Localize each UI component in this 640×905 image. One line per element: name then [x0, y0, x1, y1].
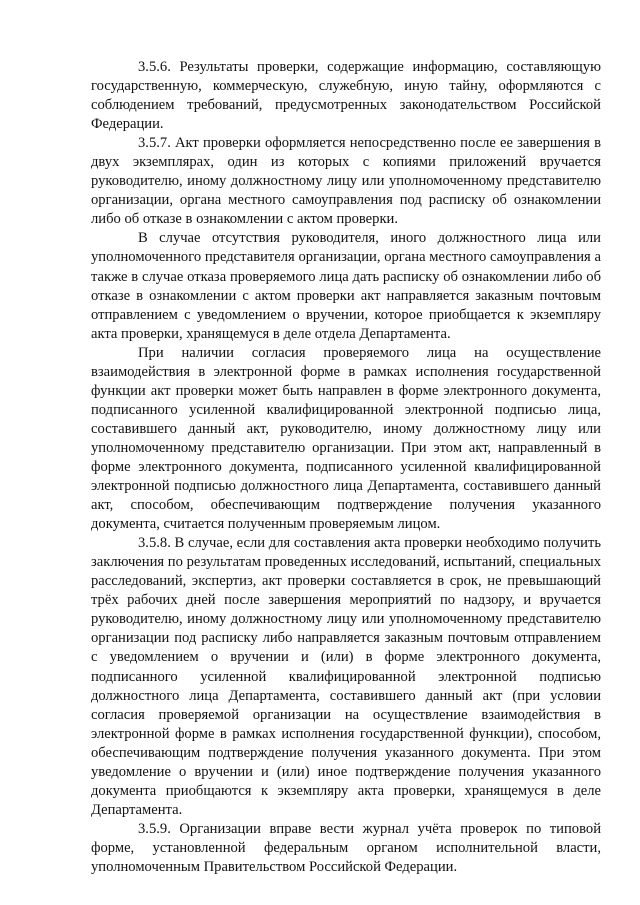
paragraph-3-5-9: 3.5.9. Организации вправе вести журнал учёта проверок по типовой форме, установленной федеральным органом исполнительной власти, уполномоченным Правительством Российской Федерации. [91, 820, 601, 875]
paragraph-3-5-8: 3.5.8. В случае, если для составления акта проверки необходимо получить заключения по результатам проведенных исследований, испытаний, специальных расследований, экспертиз, акт проверки составляется в срок, не превышающий трёх рабочих дней после завершения мероприятий по надзору, и вручается руководителю, иному должностному лицу или уполномоченному представителю организации под расписку либо направляется заказным почтовым отправлением с уведомлением о вручении и (или) в форме электронного документа, подписанного усиленной квалифицированной электронной подписью должностного лица Департамента, составившего данный акт (при условии согласия проверяемой организации на осуществление взаимодействия в электронной форме в рамках исполнения государственной функции), способом, обеспечивающим подтверждение получения указанного документа. При этом уведомление о вручении и (или) иное подтверждение получения указанного документа приобщаются к экземпляру акта проверки, хранящемуся в деле Департамента. [91, 535, 601, 818]
paragraph-3-5-6: 3.5.6. Результаты проверки, содержащие информацию, составляющую государственную, коммерческую, служебную, иную тайну, оформляются с соблюдением требований, предусмотренных законодательством Российской Федерации. [91, 59, 601, 133]
paragraph-3-5-7: 3.5.7. Акт проверки оформляется непосредственно после ее завершения в двух экземплярах, один из которых с копиями приложений вручается руководителю, иному должностному лицу или уполномоченному представителю организации, органа местного самоуправления под расписку об ознакомлении либо об отказе в ознакомлении с актом проверки. [91, 135, 601, 228]
paragraph-absence-of-manager: В случае отсутствия руководителя, иного должностного лица или уполномоченного представителя организации, органа местного самоуправления а также в случае отказа проверяемого лица дать расписку об ознакомлении либо об отказе в ознакомлении с актом проверки акт направляется заказным почтовым отправлением с уведомлением о вручении, которое приобщается к экземпляру акта проверки, хранящемуся в деле отдела Департамента. [91, 230, 601, 342]
paragraph-electronic-consent: При наличии согласия проверяемого лица на осуществление взаимодействия в электронной форме в рамках исполнения государственной функции акт проверки может быть направлен в форме электронного документа, подписанного усиленной квалифицированной электронной подписью лица, составившего данный акт, руководителю, иному должностному лицу или уполномоченному представителю организации. При этом акт, направленный в форме электронного документа, подписанного усиленной квалифицированной электронной подписью должностного лица Департамента, составившего данный акт, способом, обеспечивающим подтверждение получения указанного документа, считается полученным проверяемым лицом. [91, 344, 601, 533]
